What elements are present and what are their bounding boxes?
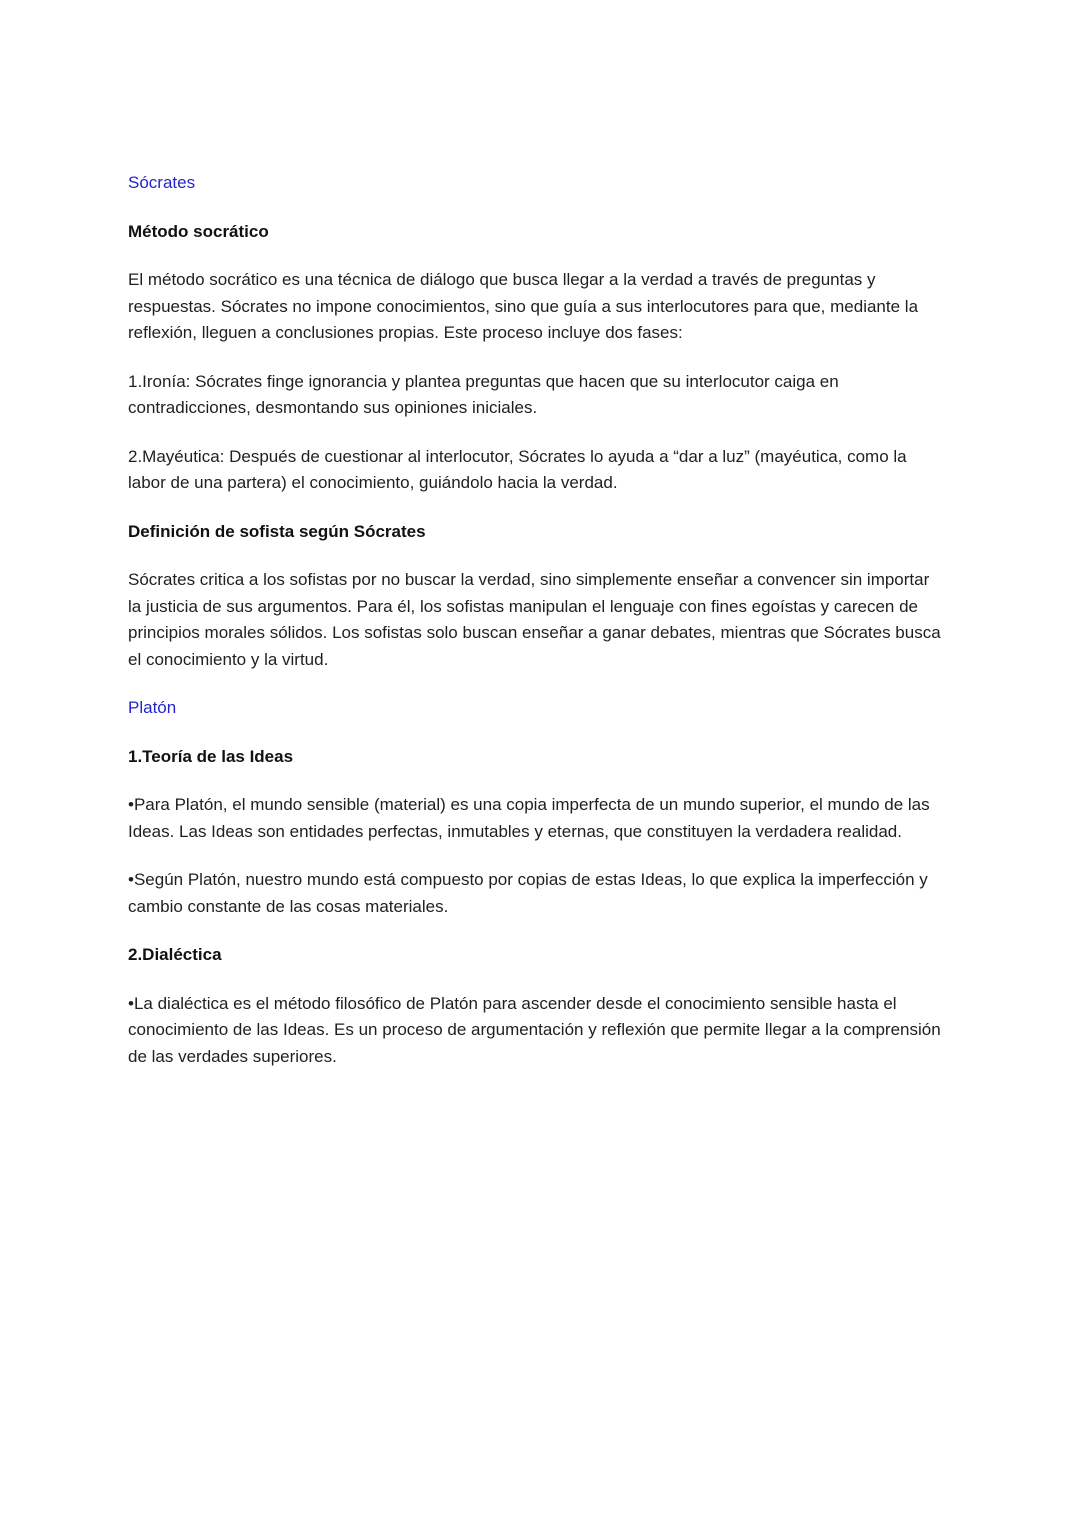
paragraph-ironia: 1.Ironía: Sócrates finge ignorancia y plantea preguntas que hacen que su interlocutor caiga en contradicciones, desmontando sus opiniones iniciales. bbox=[128, 371, 844, 417]
subheading-metodo-socratico: Método socrático bbox=[128, 221, 269, 241]
paragraph-copias-ideas: •Según Platón, nuestro mundo está compuesto por copias de estas Ideas, lo que explica la imperfección y cambio constante de las cosas materiales. bbox=[128, 870, 933, 916]
document-page bbox=[128, 170, 946, 1092]
paragraph-critica-sofistas: Sócrates critica a los sofistas por no buscar la verdad, sino simplemente enseñar a convencer sin importar la justicia de sus argumentos. Para él, los sofistas manipulan el lenguaje con fines egoístas y carecen de principios morales sólidos. Los sofistas solo buscan enseñar a ganar debates, mientras que Sócrates busca el conocimiento y la virtud. bbox=[128, 570, 946, 669]
subheading-definicion-sofista: Definición de sofista según Sócrates bbox=[128, 521, 426, 541]
paragraph-mayeutica: 2.Mayéutica: Después de cuestionar al interlocutor, Sócrates lo ayuda a “dar a luz” (mayéutica, como la labor de una partera) el conocimiento, guiándolo hacia la verdad. bbox=[128, 446, 912, 492]
paragraph-metodo-intro: El método socrático es una técnica de diálogo que busca llegar a la verdad a través de preguntas y respuestas. Sócrates no impone conocimientos, sino que guía a sus interlocutores para que, mediante la reflexión, lleguen a conclusiones propias. Este proceso incluye dos fases: bbox=[128, 270, 923, 342]
subheading-dialectica: 2.Dialéctica bbox=[128, 945, 222, 964]
paragraph-mundo-sensible: •Para Platón, el mundo sensible (material) es una copia imperfecta de un mundo superior, el mundo de las Ideas. Las Ideas son entidades perfectas, inmutables y eternas, que constituyen la verdadera realidad. bbox=[128, 795, 935, 841]
paragraph-dialectica: •La dialéctica es el método filosófico de Platón para ascender desde el conocimiento sensible hasta el conocimiento de las Ideas. Es un proceso de argumentación y reflexión que permite llegar a la comprensión de las verdades superiores. bbox=[128, 993, 946, 1066]
subheading-teoria-ideas: 1.Teoría de las Ideas bbox=[128, 746, 294, 766]
section-heading-socrates: Sócrates bbox=[128, 173, 196, 192]
section-heading-platon: Platón bbox=[128, 698, 177, 717]
